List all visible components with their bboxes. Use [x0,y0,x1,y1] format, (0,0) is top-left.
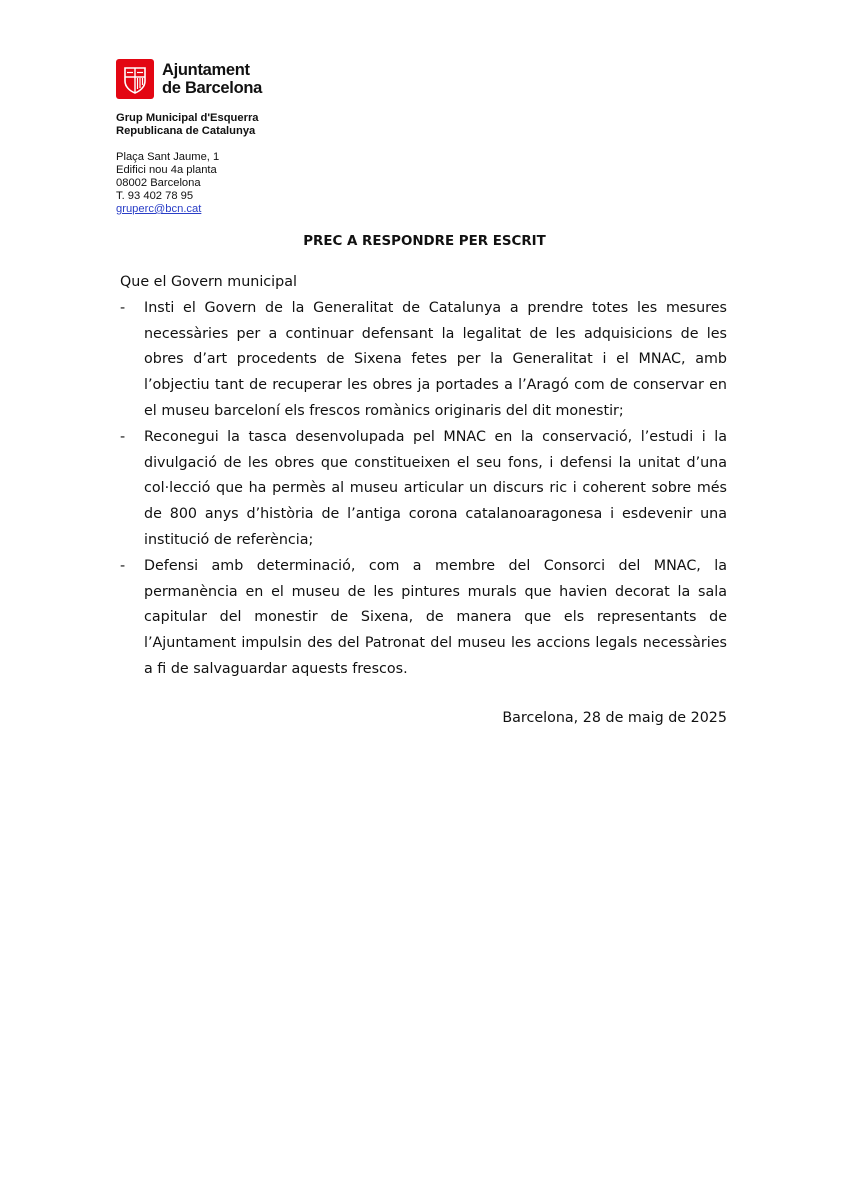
intro-text: Que el Govern municipal [120,274,297,290]
list-item-text: Reconegui la tasca desenvolupada pel MNAC en la conservació, l’estudi i la divulgació de les obres que constitueixen el seu fons, i defensi la unitat d’una col·lecció que ha permès al museu articular un discurs ric i coherent sobre més de 800 anys d’història de l’antiga corona catalanoaragonesa i esdevenir una institució de referència; [144,428,727,548]
group-line-2: Republicana de Catalunya [116,125,256,137]
logo-wordmark [162,61,262,97]
list-item [120,296,727,425]
bullet-dash: - [120,557,126,574]
logo-line-2: de Barcelona [162,79,263,97]
phone: T. 93 402 78 95 [116,190,194,202]
sender-block [116,112,259,216]
bullet-dash: - [120,299,126,316]
address [116,151,259,216]
email-link[interactable]: gruperc@bcn.cat [116,203,202,215]
address-line-1: Plaça Sant Jaume, 1 [116,151,220,163]
document-body [120,270,727,683]
group-name [116,112,259,138]
list-item [120,425,727,554]
list-item-text: Defensi amb determinació, com a membre del Consorci del MNAC, la permanència en el museu de les pintures murals que havien decorat la sala capitular del monestir de Sixena, de manera que els representants de l’Ajuntament impulsin des del Patronat del museu les accions legals necessàries a fi de salvaguardar aquests frescos. [144,557,727,677]
document-title: PREC A RESPONDRE PER ESCRIT [303,234,546,249]
group-line-1: Grup Municipal d'Esquerra [116,112,259,124]
barcelona-shield-icon [116,59,154,99]
list-item [120,554,727,683]
address-line-3: 08002 Barcelona [116,177,201,189]
bullet-dash: - [120,428,126,445]
ajuntament-logo [116,59,266,99]
logo-line-1: Ajuntament [162,61,250,79]
signoff: Barcelona, 28 de maig de 2025 [502,710,727,726]
address-line-2: Edifici nou 4a planta [116,164,217,176]
list-item-text: Insti el Govern de la Generalitat de Catalunya a prendre totes les mesures necessàries per a continuar defensant la legalitat de les adquisicions de les obres d’art procedents de Sixena fetes per la Generalitat i el MNAC, amb l’objectiu tant de recuperar les obres ja portades a l’Aragó com de conservar en el museu barceloní els frescos romànics originaris del dit monestir; [144,299,727,419]
